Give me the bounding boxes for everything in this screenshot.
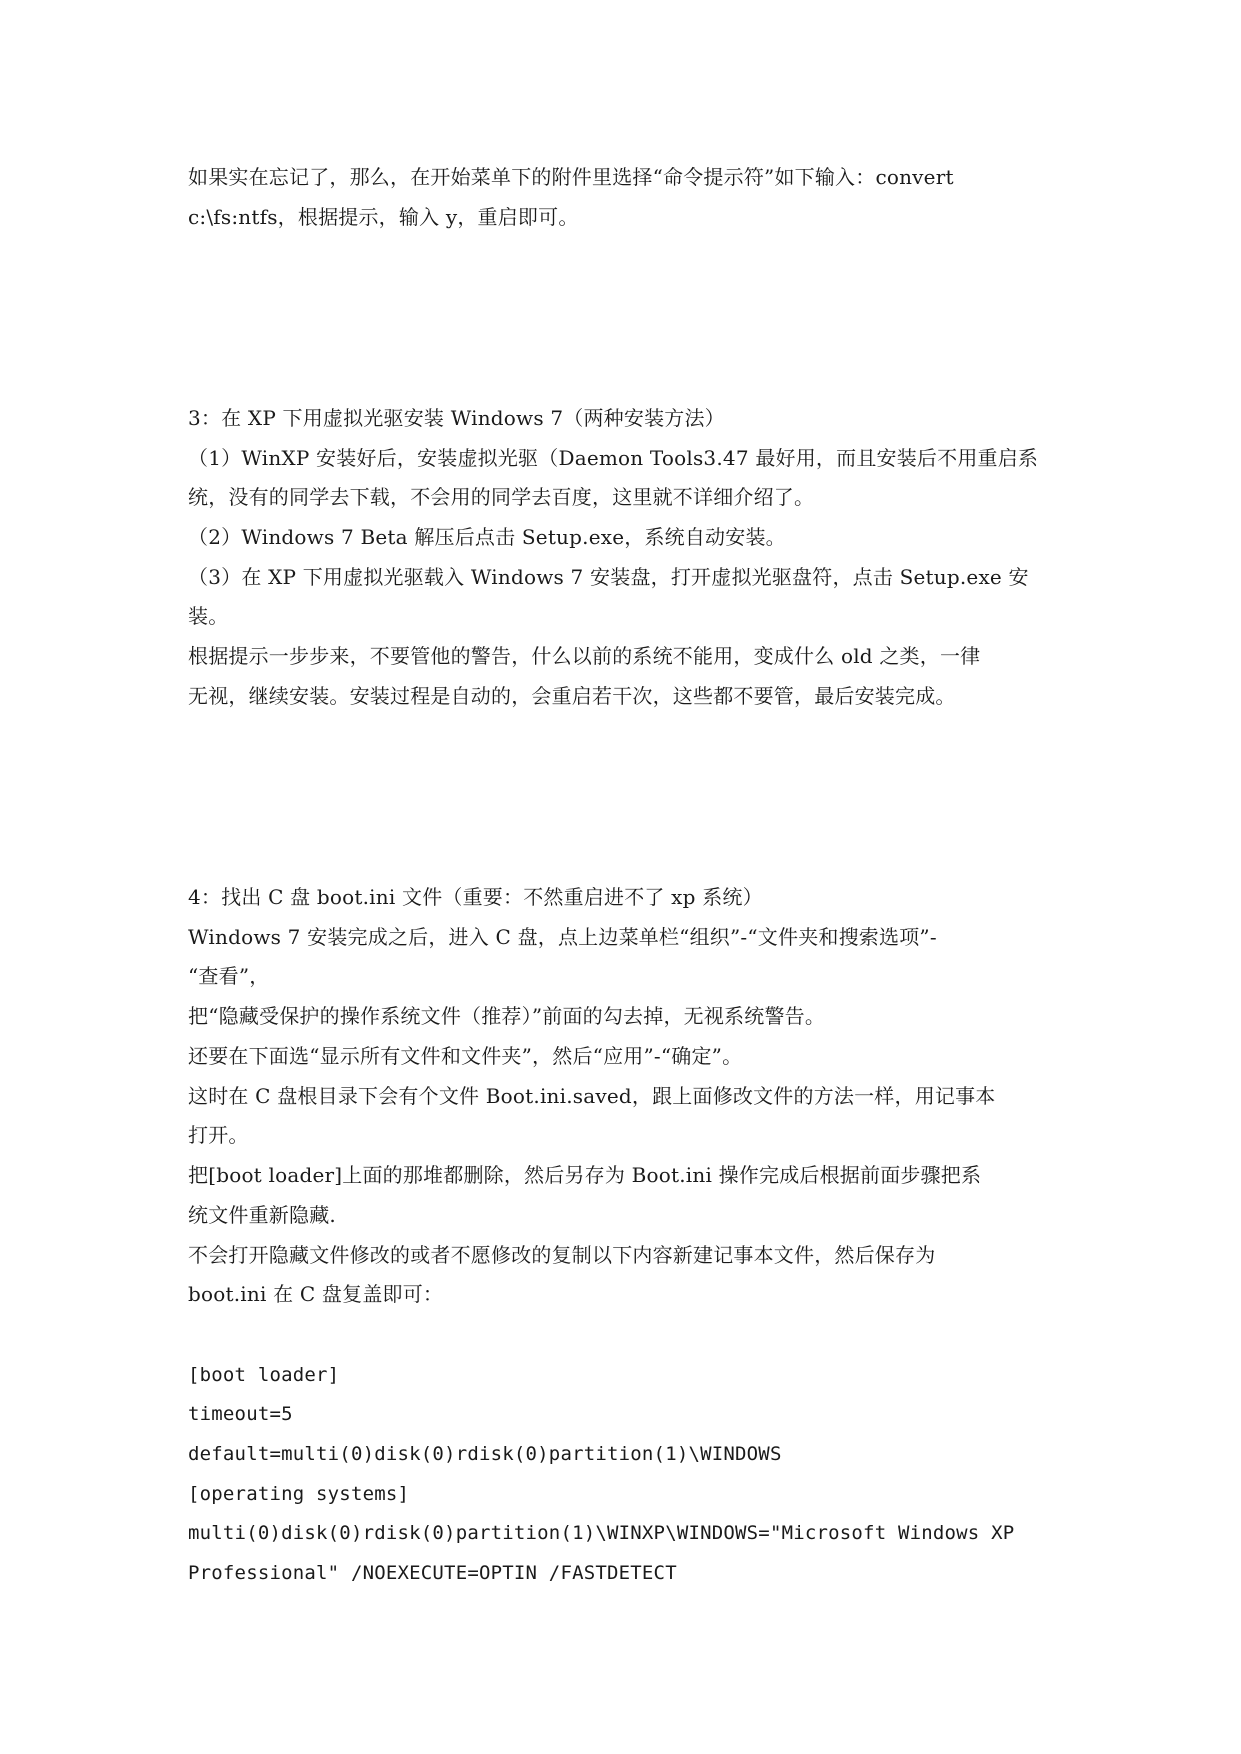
install-note-line2: 无视，继续安装。安装过程是自动的，会重启若干次，这些都不要管，最后安装完成。 [188,684,956,708]
paragraph-convert-line2: c:\fs:ntfs，根据提示，输入 y，重启即可。 [188,205,579,229]
code-line-3: default=multi(0)disk(0)rdisk(0)partition(1)\WINDOWS [188,1443,782,1465]
code-line-4: [operating systems] [188,1483,410,1505]
paragraph-6-line1: 不会打开隐藏文件修改的或者不愿修改的复制以下内容新建记事本文件，然后保存为 [188,1243,936,1267]
section-4-heading: 4：找出 C 盘 boot.ini 文件（重要：不然重启进不了 xp 系统） [188,885,763,909]
code-line-5: multi(0)disk(0)rdisk(0)partition(1)\WINXP\WINDOWS="Microsoft Windows XP [188,1522,1015,1544]
paragraph-5-line1: 把[boot loader]上面的那堆都删除，然后另存为 Boot.ini 操作完成后根据前面步骤把系 [188,1163,982,1187]
section-3-heading: 3：在 XP 下用虚拟光驱安装 Windows 7（两种安装方法） [188,406,725,430]
paragraph-convert-line1: 如果实在忘记了，那么，在开始菜单下的附件里选择“命令提示符”如下输入：convert [188,165,954,189]
install-note-line1: 根据提示一步步来，不要管他的警告，什么以前的系统不能用，变成什么 old 之类，一律 [188,644,981,668]
paragraph-1-line2: “查看”， [188,964,270,988]
step-3-line2: 装。 [188,604,229,628]
code-line-2: timeout=5 [188,1403,293,1425]
code-line-6: Professional" /NOEXECUTE=OPTIN /FASTDETECT [188,1562,677,1584]
paragraph-1-line1: Windows 7 安装完成之后，进入 C 盘，点上边菜单栏“组织”-“文件夹和搜索选项”- [188,925,937,949]
step-3-line1: （3）在 XP 下用虚拟光驱载入 Windows 7 安装盘，打开虚拟光驱盘符，点击 Setup.exe 安 [188,565,1029,589]
step-1-line1: （1）WinXP 安装好后，安装虚拟光驱（Daemon Tools3.47 最好用，而且安装后不用重启系 [188,446,1039,470]
paragraph-4-line1: 这时在 C 盘根目录下会有个文件 Boot.ini.saved，跟上面修改文件的方法一样，用记事本 [188,1084,996,1108]
step-1-line2: 统，没有的同学去下载，不会用的同学去百度，这里就不详细介绍了。 [188,485,815,509]
paragraph-2: 把“隐藏受保护的操作系统文件（推荐）”前面的勾去掉，无视系统警告。 [188,1004,826,1028]
paragraph-6-line2: boot.ini 在 C 盘复盖即可： [188,1282,444,1306]
step-2: （2）Windows 7 Beta 解压后点击 Setup.exe，系统自动安装。 [188,525,786,549]
code-line-1: [boot loader] [188,1364,340,1386]
paragraph-3: 还要在下面选“显示所有文件和文件夹”，然后“应用”-“确定”。 [188,1044,743,1068]
paragraph-4-line2: 打开。 [188,1123,249,1147]
paragraph-5-line2: 统文件重新隐藏. [188,1203,336,1227]
